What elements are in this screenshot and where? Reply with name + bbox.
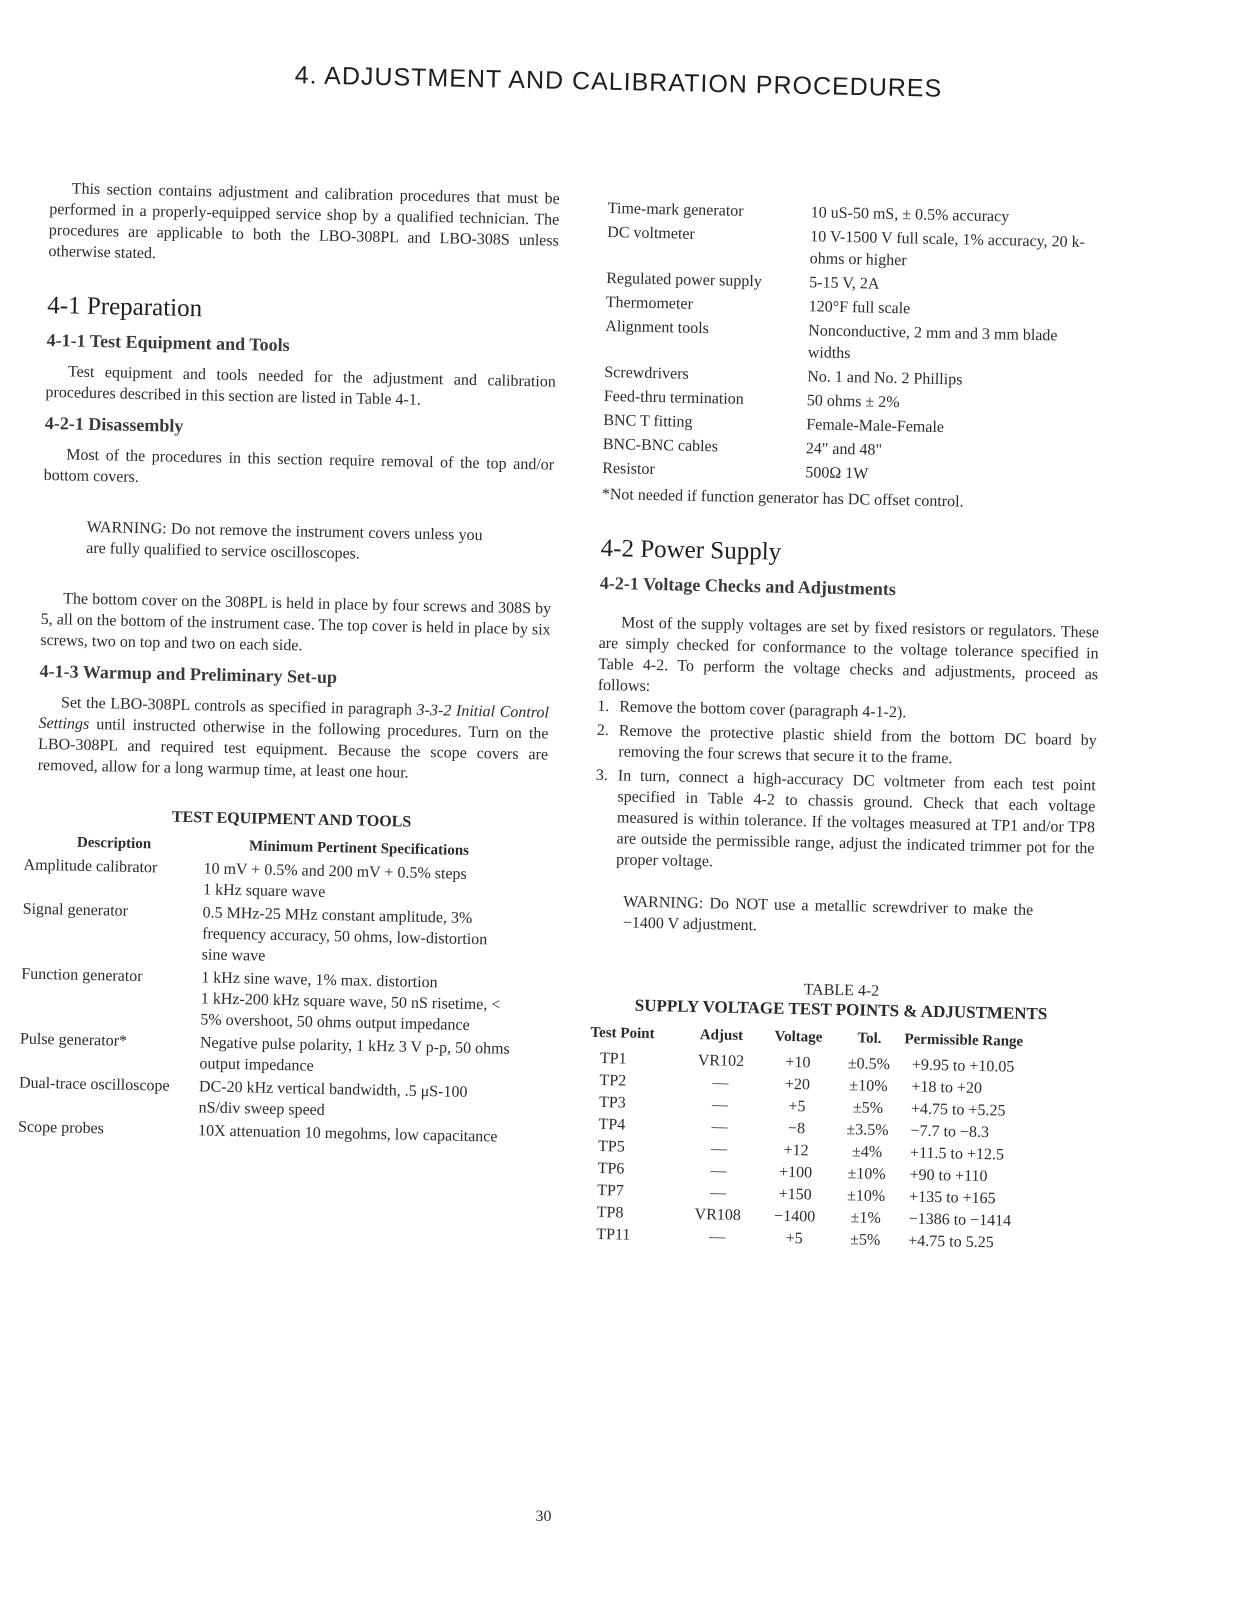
equipment-spec: 120°F full scale (808, 298, 911, 318)
step-number: 1. (597, 697, 610, 716)
adjust-cell: — (709, 1228, 726, 1246)
equipment-name: Thermometer (605, 293, 694, 313)
equipment-spec-line: 10X attenuation 10 megohms, low capacitance (197, 1122, 498, 1146)
equipment-name: Screwdrivers (604, 363, 689, 383)
col-test-point: Test Point (590, 1024, 655, 1043)
col-description: Description (76, 834, 152, 853)
col-tolerance: Tol. (857, 1030, 882, 1047)
equipment-name: Time-mark generator (607, 199, 744, 220)
table-row (20, 964, 511, 1039)
heading-power-supply: 4-2 Power Supply (600, 534, 782, 566)
equipment-spec (200, 967, 511, 1038)
range-cell: +4.75 to +5.25 (910, 1100, 1006, 1120)
test-point-cell: TP6 (597, 1159, 625, 1178)
col-adjust: Adjust (699, 1027, 744, 1045)
test-equipment-paragraph: Test equipment and tools needed for the adjustment and calibration procedures described in this section are listed in Table 4-1. (45, 363, 557, 409)
heading-voltage-checks: 4-2-1 Voltage Checks and Adjustments (599, 572, 897, 600)
disassembly-paragraph: Most of the procedures in this section require removal of the top and/or bottom covers. (43, 446, 555, 486)
page-title: 4. ADJUSTMENT AND CALIBRATION PROCEDURES (294, 61, 943, 103)
equipment-name: Pulse generator* (19, 1030, 128, 1050)
warmup-paragraph (37, 692, 549, 787)
tolerance-cell: ±0.5% (847, 1055, 891, 1074)
equipment-spec: 50 ohms ± 2% (806, 392, 900, 412)
left-column (17, 178, 560, 1150)
equipment-spec: Nonconductive, 2 mm and 3 mm blade widths (807, 322, 1058, 363)
range-cell: +18 to +20 (911, 1078, 983, 1098)
voltage-cell: +100 (778, 1163, 813, 1182)
heading-preparation: 4-1 Preparation (47, 291, 203, 323)
equipment-name: BNC-BNC cables (602, 435, 719, 456)
test-equipment-table-title: TEST EQUIPMENT AND TOOLS (171, 808, 412, 831)
adjust-cell: — (710, 1184, 727, 1202)
equipment-spec-line: Negative pulse polarity, 1 kHz 3 V p-p, 50 ohms output impedance (199, 1034, 510, 1075)
equipment-spec-line: DC-20 kHz vertical bandwidth, .5 μS-100 nS/div sweep speed (198, 1078, 468, 1119)
voltage-cell: +5 (785, 1229, 803, 1248)
adjust-cell: VR108 (694, 1206, 742, 1225)
range-cell: −7.7 to −8.3 (910, 1122, 990, 1142)
page-number: 30 (535, 1508, 552, 1525)
equipment-name: Signal generator (22, 900, 129, 920)
test-point-cell: TP1 (599, 1050, 627, 1068)
warmup-text-a: Set the LBO-308PL controls as specified in paragraph (60, 694, 417, 719)
heading-warmup: 4-1-3 Warmup and Preliminary Set-up (39, 660, 338, 688)
tolerance-cell: ±3.5% (846, 1121, 889, 1140)
voltage-cell: +20 (784, 1075, 811, 1094)
tolerance-cell: ±10% (846, 1187, 886, 1206)
adjust-cell: — (712, 1074, 729, 1092)
test-point-cell: TP7 (597, 1181, 625, 1200)
test-point-cell: TP5 (597, 1138, 625, 1156)
test-point-cell: TP4 (598, 1116, 626, 1134)
equipment-spec-line: 1 kHz sine wave, 1% max. distortion (201, 969, 438, 992)
equipment-spec: 10 V-1500 V full scale, 1% accuracy, 20 k-ohms or higher (809, 228, 1086, 270)
step-number: 3. (595, 766, 609, 785)
equipment-name: Scope probes (17, 1118, 105, 1138)
equipment-name: Alignment tools (605, 317, 710, 338)
tolerance-cell: ±1% (850, 1209, 881, 1227)
heading-test-equipment: 4-1-1 Test Equipment and Tools (46, 329, 290, 356)
list-item (594, 765, 1096, 880)
equipment-continued-table (602, 198, 1098, 492)
tolerance-cell: ±5% (849, 1231, 881, 1249)
equipment-name: DC voltmeter (607, 223, 695, 243)
range-cell: +135 to +165 (908, 1188, 996, 1208)
tolerance-cell: ±5% (852, 1099, 884, 1117)
test-point-cell: TP3 (598, 1094, 626, 1112)
tolerance-cell: ±4% (851, 1143, 883, 1161)
warmup-reference: 3-3-2 Initial Control Settings (38, 701, 550, 733)
intro-paragraph: This section contains adjustment and calibration procedures that must be performed in a properly-equipped service shop by a qualified technician. The procedures are applicable to both the LBO-308PL and LBO-308S unless otherwise stated. (48, 180, 560, 263)
voltage-paragraph: Most of the supply voltages are set by fixed resistors or regulators. These are simply checked for conformance to the voltage tolerance specified in Table 4-2. To perform the voltage checks and adjustments, proceed as follows: (597, 614, 1100, 695)
step-number: 2. (596, 721, 610, 740)
adjust-cell: — (710, 1140, 728, 1158)
footnote: *Not needed if function generator has DC offset control. (601, 485, 964, 511)
col-voltage: Voltage (774, 1028, 823, 1046)
equipment-spec (203, 858, 514, 908)
test-point-cell: TP2 (599, 1072, 627, 1090)
step-text: Remove the bottom cover (paragraph 4-1-2). (619, 698, 907, 722)
range-cell: +90 to +110 (909, 1166, 988, 1186)
right-column (586, 198, 1108, 1256)
covers-paragraph: The bottom cover on the 308PL is held in place by four screws and 308S by 5, all on the bottom of the instrument case. The top cover is held in place by six screws, two on top and two on each side. (40, 590, 552, 655)
equipment-name: Function generator (21, 965, 143, 986)
equipment-spec: 5-15 V, 2A (809, 274, 880, 293)
test-point-cell: TP11 (596, 1225, 631, 1244)
equipment-name: Resistor (602, 459, 655, 479)
list-item (596, 720, 1097, 772)
voltage-cell: +150 (778, 1185, 812, 1204)
range-cell: +4.75 to 5.25 (908, 1232, 994, 1252)
table-4-2-title: SUPPLY VOLTAGE TEST POINTS & ADJUSTMENTS (634, 995, 1048, 1024)
equipment-spec-line: 1 kHz-200 kHz square wave, 50 nS risetime, < 5% overshoot, 50 ohms output impedance (200, 990, 501, 1034)
voltage-cell: −1400 (774, 1207, 816, 1226)
col-specifications: Minimum Pertinent Specifications (248, 838, 470, 859)
equipment-spec: Female-Male-Female (806, 416, 945, 437)
equipment-name: Dual-trace oscilloscope (18, 1074, 170, 1095)
test-point-cell: TP8 (596, 1203, 624, 1222)
table-4-2-label: TABLE 4-2 (803, 981, 880, 1000)
table-row (22, 899, 513, 974)
supply-voltage-table (586, 1025, 1071, 1256)
voltage-cell: +5 (788, 1097, 806, 1116)
voltage-cell: +12 (783, 1141, 809, 1160)
warmup-text-b: until instructed otherwise in the following procedures. Turn on the LBO-308PL and required test equipment. Because the scope covers are removed, allow for a long warmup time, at least one hour. (37, 715, 549, 782)
step-text: In turn, connect a high-accuracy DC voltmeter from each test point specified in Table 4-2 to chassis ground. Check that each voltage measured is within tolerance. If the voltages measured at TP1 and/or TP8 are outside the permissible range, adjust the indicated trimmer pot for the proper voltage. (615, 767, 1096, 871)
equipment-name: Regulated power supply (606, 269, 762, 291)
tolerance-cell: ±10% (849, 1077, 888, 1096)
range-cell: +11.5 to +12.5 (909, 1144, 1005, 1164)
test-equipment-table (18, 834, 514, 1150)
voltage-cell: −8 (787, 1119, 806, 1138)
adjust-cell: — (711, 1118, 728, 1136)
adjust-cell: — (711, 1096, 729, 1114)
equipment-spec: 10 uS-50 mS, ± 0.5% accuracy (810, 204, 1010, 226)
equipment-name: BNC T fitting (603, 411, 693, 431)
procedure-steps (594, 696, 1098, 880)
step-text: Remove the protective plastic shield from the bottom DC board by removing the four screws that secure it to the frame. (618, 722, 1097, 768)
equipment-spec-line: 10 mV + 0.5% and 200 mV + 0.5% steps (203, 860, 467, 883)
equipment-spec (199, 1032, 510, 1082)
equipment-spec: 500Ω 1W (805, 464, 869, 483)
range-cell: −1386 to −1414 (908, 1210, 1012, 1230)
equipment-spec: No. 1 and No. 2 Phillips (807, 368, 963, 389)
voltage-cell: +10 (785, 1053, 811, 1072)
warning-screwdriver: WARNING: Do NOT use a metallic screwdriver to make the −1400 V adjustment. (622, 893, 1034, 935)
equipment-spec (198, 1076, 509, 1126)
equipment-spec-line: 0.5 MHz-25 MHz constant amplitude, 3% frequency accuracy, 50 ohms, low-distortion sine wave (201, 904, 488, 965)
range-cell: +9.95 to +10.05 (911, 1056, 1015, 1076)
tolerance-cell: ±10% (847, 1165, 886, 1184)
equipment-name: Feed-thru termination (603, 387, 744, 408)
heading-disassembly: 4-2-1 Disassembly (44, 412, 184, 436)
adjust-cell: — (710, 1162, 727, 1180)
warning-covers: WARNING: Do not remove the instrument covers unless you are fully qualified to service oscilloscopes. (86, 518, 483, 563)
equipment-name: Amplitude calibrator (23, 856, 158, 877)
adjust-cell: VR102 (697, 1052, 745, 1071)
equipment-spec-line: 1 kHz square wave (202, 881, 326, 901)
equipment-spec (202, 902, 513, 973)
col-permissible-range: Permissible Range (904, 1031, 1024, 1050)
equipment-spec: 24" and 48" (805, 440, 883, 459)
